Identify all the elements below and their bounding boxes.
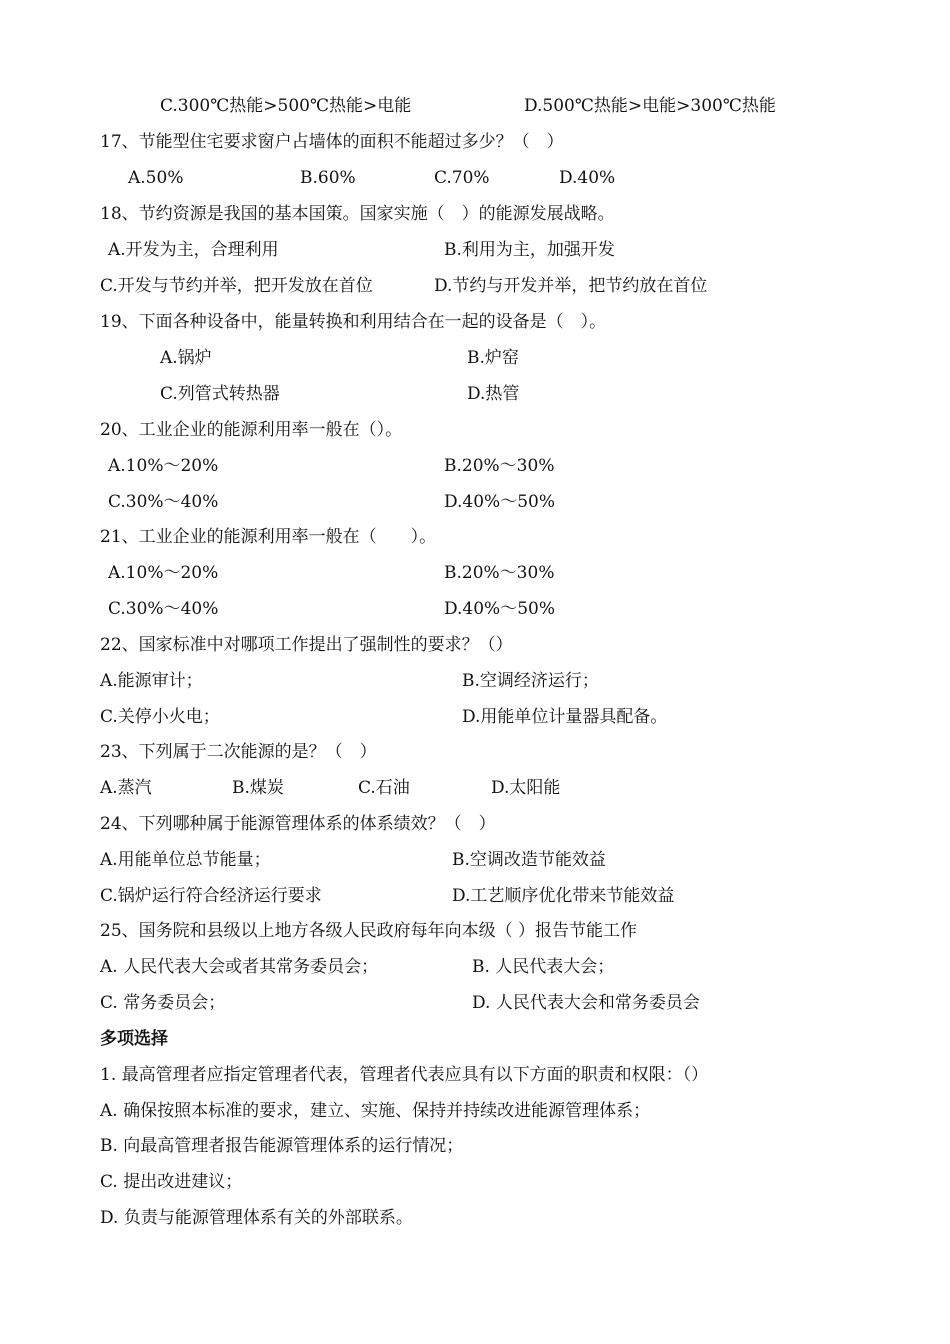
q17-option-b: B.60%	[300, 168, 356, 188]
q21-option-a: A.10%～20%	[108, 563, 219, 583]
q19-question: 19、下面各种设备中，能量转换和利用结合在一起的设备是（ ）。	[100, 312, 607, 332]
q20-option-a: A.10%～20%	[108, 456, 219, 476]
q19-option-b: B.炉窑	[467, 348, 519, 368]
q22-question: 22、国家标准中对哪项工作提出了强制性的要求？（）	[100, 635, 513, 655]
q23-option-b: B.煤炭	[232, 778, 284, 798]
q25-option-b: B. 人民代表大会；	[472, 957, 615, 977]
q24-option-b: B.空调改造节能效益	[452, 850, 606, 870]
section-heading-multiple-choice: 多项选择	[100, 1029, 168, 1049]
q25-question: 25、国务院和县级以上地方各级人民政府每年向本级（ ）报告节能工作	[100, 921, 638, 941]
q21-option-b: B.20%～30%	[444, 563, 555, 583]
q23-option-a: A.蒸汽	[100, 778, 152, 798]
q23-question: 23、下列属于二次能源的是？（ ）	[100, 742, 377, 762]
q18-question: 18、节约资源是我国的基本国策。国家实施（ ）的能源发展战略。	[100, 204, 615, 224]
q22-option-a: A.能源审计；	[100, 671, 203, 691]
q18-option-b: B.利用为主，加强开发	[444, 240, 615, 260]
q25-option-d: D. 人民代表大会和常务委员会	[472, 993, 700, 1013]
q18-option-d: D.节约与开发并举，把节约放在首位	[434, 276, 708, 296]
multi-q1-option-d: D. 负责与能源管理体系有关的外部联系。	[100, 1208, 413, 1228]
q20-question: 20、工业企业的能源利用率一般在（）。	[100, 420, 403, 440]
multi-q1-question: 1. 最高管理者应指定管理者代表，管理者代表应具有以下方面的职责和权限：（）	[100, 1065, 709, 1085]
q22-option-d: D.用能单位计量器具配备。	[462, 707, 668, 727]
q21-option-c: C.30%～40%	[108, 599, 219, 619]
q16-option-d: D.500℃热能>电能>300℃热能	[524, 96, 776, 116]
q23-option-c: C.石油	[358, 778, 410, 798]
q22-option-c: C.关停小火电；	[100, 707, 220, 727]
q17-question: 17、节能型住宅要求窗户占墙体的面积不能超过多少？（ ）	[100, 132, 564, 152]
q20-option-d: D.40%～50%	[444, 492, 555, 512]
q21-question: 21、工业企业的能源利用率一般在（ ）。	[100, 527, 437, 547]
q17-option-c: C.70%	[434, 168, 490, 188]
q20-option-b: B.20%～30%	[444, 456, 555, 476]
q20-option-c: C.30%～40%	[108, 492, 219, 512]
q21-option-d: D.40%～50%	[444, 599, 555, 619]
q24-option-c: C.锅炉运行符合经济运行要求	[100, 886, 322, 906]
q18-option-a: A.开发为主，合理利用	[108, 240, 279, 260]
q17-option-a: A.50%	[128, 168, 184, 188]
multi-q1-option-c: C. 提出改进建议；	[100, 1172, 243, 1192]
q19-option-a: A.锅炉	[160, 348, 212, 368]
q22-option-b: B.空调经济运行；	[462, 671, 599, 691]
q16-option-c: C.300℃热能>500℃热能>电能	[160, 96, 412, 116]
q25-option-c: C. 常务委员会；	[100, 993, 226, 1013]
q24-question: 24、下列哪种属于能源管理体系的体系绩效？（ ）	[100, 814, 496, 834]
q23-option-d: D.太阳能	[491, 778, 561, 798]
q24-option-a: A.用能单位总节能量；	[100, 850, 271, 870]
q19-option-c: C.列管式转热器	[160, 384, 280, 404]
q24-option-d: D.工艺顺序优化带来节能效益	[452, 886, 675, 906]
q17-option-d: D.40%	[559, 168, 616, 188]
q19-option-d: D.热管	[467, 384, 520, 404]
multi-q1-option-a: A. 确保按照本标准的要求，建立、实施、保持并持续改进能源管理体系；	[100, 1101, 651, 1121]
multi-q1-option-b: B. 向最高管理者报告能源管理体系的运行情况；	[100, 1136, 464, 1156]
q25-option-a: A. 人民代表大会或者其常务委员会；	[100, 957, 379, 977]
q18-option-c: C.开发与节约并举，把开发放在首位	[100, 276, 373, 296]
